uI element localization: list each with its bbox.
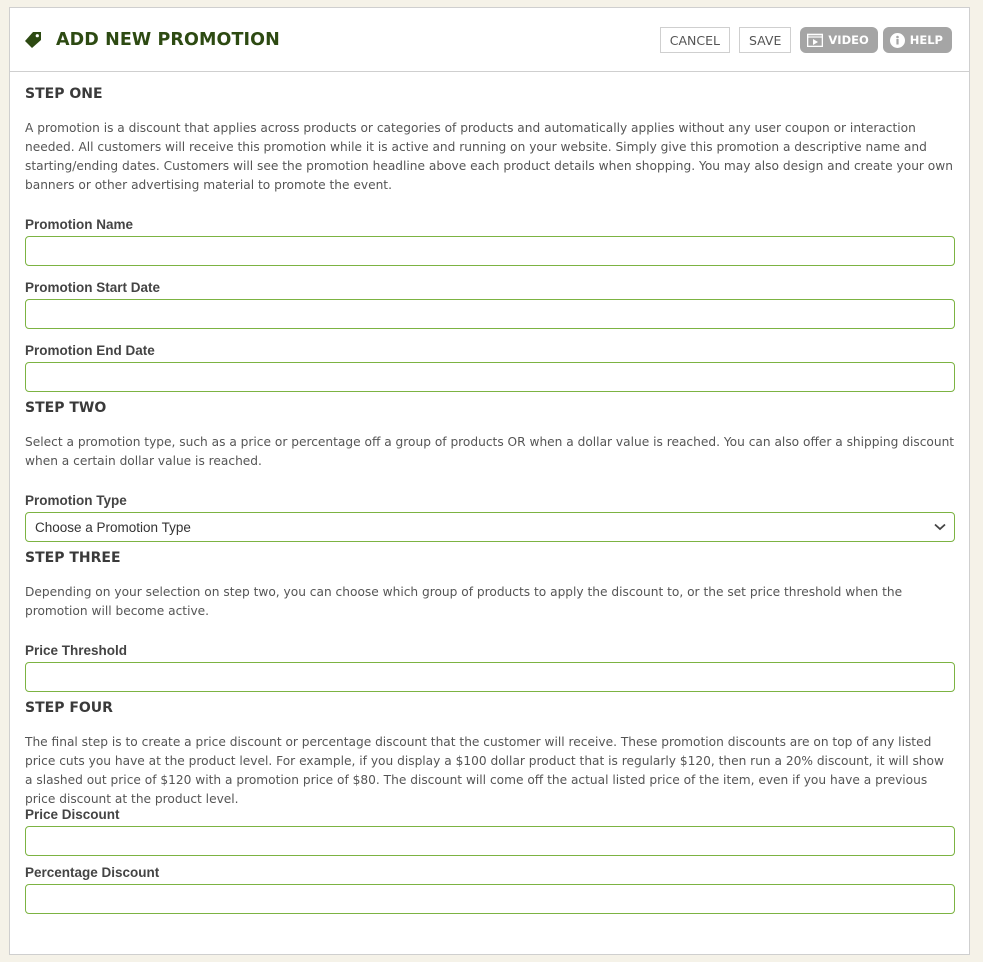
promotion-name-label: Promotion Name [25,217,134,232]
price-discount-input[interactable] [25,826,955,856]
chevron-down-icon [934,523,946,531]
price-threshold-label: Price Threshold [25,643,128,658]
add-promotion-panel [9,7,970,955]
promotion-name-input[interactable] [25,236,955,266]
step-three-title: STEP THREE [25,550,121,566]
step-four-description: The final step is to create a price discount or percentage discount that the customer will receive. These promotion discounts are on top of any listed price cuts you have at the product level. For example, if you display a $100 dollar product that is regularly $120, then run a 20% discount, it will show a slashed out price of $120 with a promotion price of $80. The discount will come off the actual listed price of the item, even if you have a previous price discount at the product level. [25,735,944,806]
step-three-description: Depending on your selection on step two, you can choose which group of products to apply the discount to, or the set price threshold when the promotion will become active. [25,585,903,618]
promotion-end-date-input[interactable] [25,362,955,392]
price-discount-label: Price Discount [25,807,120,822]
header-actions [660,27,952,53]
promotion-start-date-input[interactable] [25,299,955,329]
save-button[interactable]: SAVE [739,27,791,53]
title-wrap [24,30,280,50]
cancel-button[interactable]: CANCEL [660,27,730,53]
promotion-start-date-label: Promotion Start Date [25,280,161,295]
video-button-label: VIDEO [828,33,869,47]
step-two-description: Select a promotion type, such as a price or percentage off a group of products OR when a dollar value is reached. You can also offer a shipping discount when a certain dollar value is reached. [25,435,955,468]
panel-header [10,8,969,72]
promotion-type-selected: Choose a Promotion Type [35,519,191,535]
help-button[interactable] [883,27,952,53]
promotion-type-select[interactable] [25,512,955,542]
price-threshold-input[interactable] [25,662,955,692]
video-button[interactable] [800,27,877,53]
promotion-type-label: Promotion Type [25,493,127,508]
percentage-discount-input[interactable] [25,884,955,914]
info-icon [890,33,905,48]
promotion-end-date-label: Promotion End Date [25,343,155,358]
percentage-discount-label: Percentage Discount [25,865,160,880]
tag-icon [24,31,42,49]
step-two-title: STEP TWO [25,400,107,416]
step-one-title: STEP ONE [25,86,103,102]
video-icon [807,33,823,47]
step-four-title: STEP FOUR [25,700,113,716]
page-title: ADD NEW PROMOTION [56,30,280,50]
help-button-label: HELP [909,33,943,47]
step-one-description: A promotion is a discount that applies across products or categories of products and automatically applies without any user coupon or interaction needed. All customers will receive this promotion while it is active and running on your website. Simply give this promotion a descriptive name and starting/ending dates. Customers will see the promotion headline above each product details when shopping. You may also design and create your own banners or other advertising material to promote the event. [25,121,953,192]
